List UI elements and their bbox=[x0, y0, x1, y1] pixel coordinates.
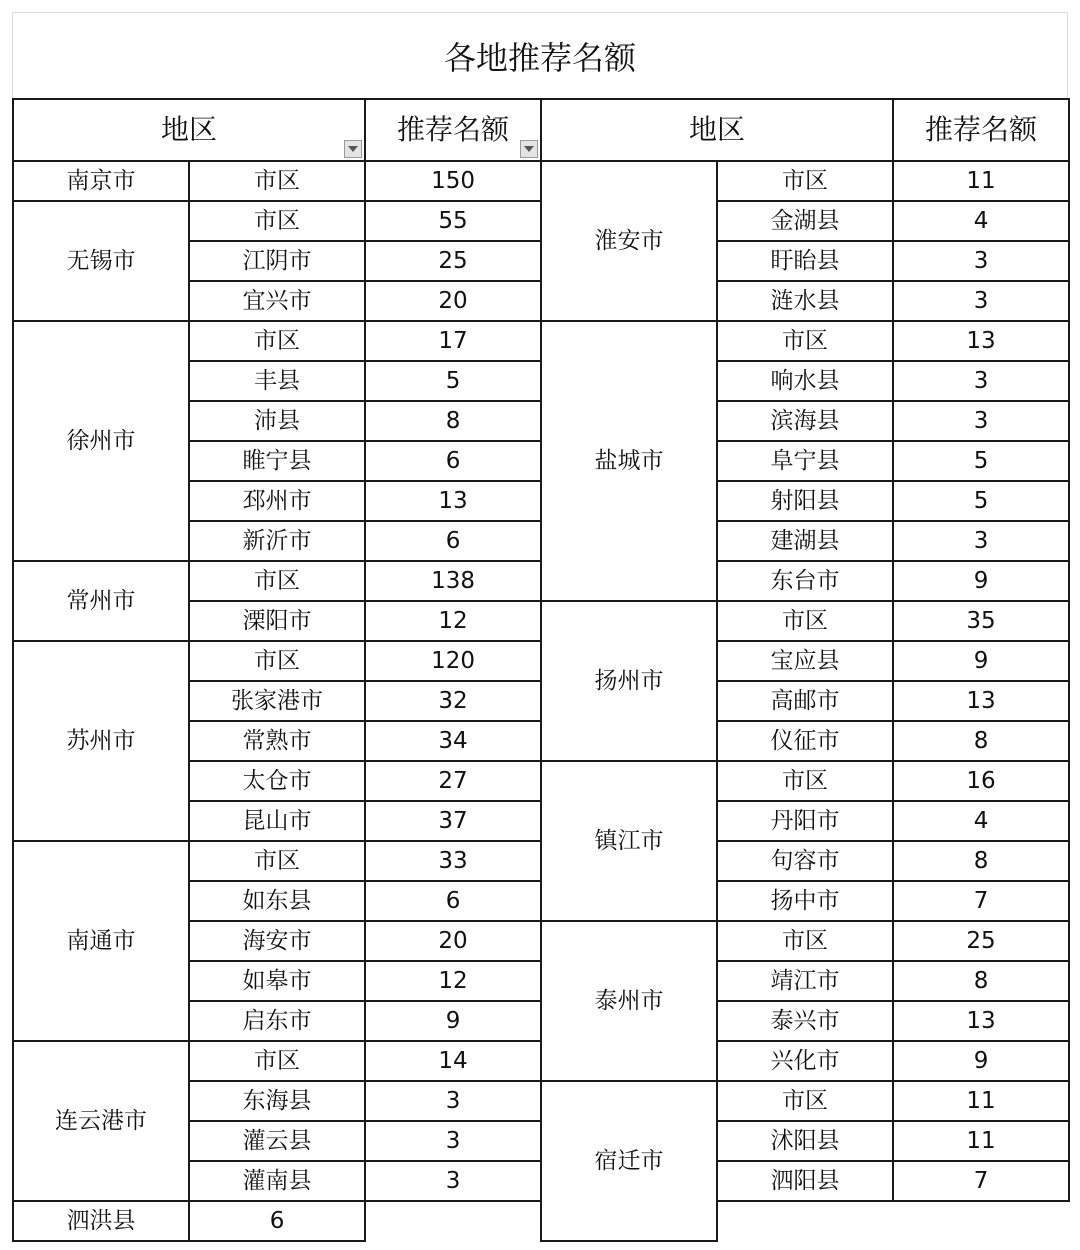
quota-cell: 13 bbox=[893, 321, 1069, 361]
quota-cell: 3 bbox=[893, 241, 1069, 281]
area-cell: 沭阳县 bbox=[717, 1121, 893, 1161]
quota-cell: 11 bbox=[893, 1121, 1069, 1161]
quota-cell: 17 bbox=[365, 321, 541, 361]
city-cell: 南京市 bbox=[13, 161, 189, 201]
quota-cell: 55 bbox=[365, 201, 541, 241]
quota-cell: 5 bbox=[893, 441, 1069, 481]
quota-cell: 5 bbox=[893, 481, 1069, 521]
area-cell: 滨海县 bbox=[717, 401, 893, 441]
filter-dropdown-button[interactable] bbox=[344, 140, 362, 158]
area-cell: 市区 bbox=[189, 561, 365, 601]
city-cell: 徐州市 bbox=[13, 321, 189, 561]
header-region-left bbox=[13, 99, 365, 161]
area-cell: 张家港市 bbox=[189, 681, 365, 721]
quota-cell: 120 bbox=[365, 641, 541, 681]
area-cell: 丹阳市 bbox=[717, 801, 893, 841]
city-cell: 宿迁市 bbox=[541, 1081, 717, 1241]
quota-cell: 13 bbox=[365, 481, 541, 521]
quota-cell: 6 bbox=[189, 1201, 365, 1241]
quota-cell: 3 bbox=[893, 361, 1069, 401]
area-cell: 启东市 bbox=[189, 1001, 365, 1041]
header-quota-right: 推荐名额 bbox=[893, 99, 1069, 161]
quota-cell: 4 bbox=[893, 801, 1069, 841]
chevron-down-icon bbox=[348, 146, 358, 152]
quota-cell: 3 bbox=[365, 1161, 541, 1201]
area-cell: 市区 bbox=[717, 1081, 893, 1121]
area-cell: 市区 bbox=[189, 321, 365, 361]
area-cell: 东海县 bbox=[189, 1081, 365, 1121]
quota-cell: 12 bbox=[365, 961, 541, 1001]
quota-cell: 20 bbox=[365, 281, 541, 321]
area-cell: 市区 bbox=[717, 601, 893, 641]
area-cell: 市区 bbox=[717, 161, 893, 201]
quota-cell: 35 bbox=[893, 601, 1069, 641]
spreadsheet bbox=[12, 12, 1068, 1248]
quota-cell: 32 bbox=[365, 681, 541, 721]
area-cell: 市区 bbox=[189, 161, 365, 201]
area-cell: 海安市 bbox=[189, 921, 365, 961]
quota-table bbox=[12, 98, 1070, 1242]
quota-cell: 5 bbox=[365, 361, 541, 401]
area-cell: 新沂市 bbox=[189, 521, 365, 561]
quota-cell: 8 bbox=[893, 721, 1069, 761]
quota-cell: 12 bbox=[365, 601, 541, 641]
city-cell: 扬州市 bbox=[541, 601, 717, 761]
area-cell: 句容市 bbox=[717, 841, 893, 881]
header-region-right: 地区 bbox=[541, 99, 893, 161]
quota-cell: 9 bbox=[893, 1041, 1069, 1081]
quota-cell: 3 bbox=[365, 1081, 541, 1121]
area-cell: 丰县 bbox=[189, 361, 365, 401]
quota-cell: 3 bbox=[365, 1121, 541, 1161]
area-cell: 泗阳县 bbox=[717, 1161, 893, 1201]
area-cell: 盱眙县 bbox=[717, 241, 893, 281]
header-row bbox=[13, 99, 1069, 161]
city-cell: 泰州市 bbox=[541, 921, 717, 1081]
area-cell: 东台市 bbox=[717, 561, 893, 601]
area-cell: 涟水县 bbox=[717, 281, 893, 321]
quota-cell: 3 bbox=[893, 401, 1069, 441]
area-cell: 市区 bbox=[717, 921, 893, 961]
filter-dropdown-button[interactable] bbox=[520, 140, 538, 158]
quota-cell: 9 bbox=[893, 641, 1069, 681]
city-cell: 常州市 bbox=[13, 561, 189, 641]
quota-cell: 9 bbox=[893, 561, 1069, 601]
area-cell: 高邮市 bbox=[717, 681, 893, 721]
area-cell: 宝应县 bbox=[717, 641, 893, 681]
quota-cell: 33 bbox=[365, 841, 541, 881]
quota-cell: 27 bbox=[365, 761, 541, 801]
quota-cell: 9 bbox=[365, 1001, 541, 1041]
quota-cell: 14 bbox=[365, 1041, 541, 1081]
quota-cell: 3 bbox=[893, 521, 1069, 561]
area-cell: 市区 bbox=[717, 321, 893, 361]
quota-cell: 150 bbox=[365, 161, 541, 201]
table-row bbox=[13, 161, 1069, 201]
quota-cell: 8 bbox=[893, 841, 1069, 881]
header-quota-left-label: 推荐名额 bbox=[397, 113, 510, 146]
quota-cell: 13 bbox=[893, 681, 1069, 721]
area-cell: 响水县 bbox=[717, 361, 893, 401]
quota-cell: 37 bbox=[365, 801, 541, 841]
area-cell: 沛县 bbox=[189, 401, 365, 441]
quota-cell: 8 bbox=[893, 961, 1069, 1001]
area-cell: 江阴市 bbox=[189, 241, 365, 281]
quota-cell: 20 bbox=[365, 921, 541, 961]
area-cell: 靖江市 bbox=[717, 961, 893, 1001]
quota-cell: 3 bbox=[893, 281, 1069, 321]
quota-table-body bbox=[13, 99, 1069, 1241]
area-cell: 市区 bbox=[189, 841, 365, 881]
area-cell: 金湖县 bbox=[717, 201, 893, 241]
quota-cell: 7 bbox=[893, 1161, 1069, 1201]
area-cell: 灌云县 bbox=[189, 1121, 365, 1161]
area-cell: 邳州市 bbox=[189, 481, 365, 521]
area-cell: 泰兴市 bbox=[717, 1001, 893, 1041]
area-cell: 射阳县 bbox=[717, 481, 893, 521]
quota-cell: 6 bbox=[365, 521, 541, 561]
area-cell: 如东县 bbox=[189, 881, 365, 921]
area-cell: 仪征市 bbox=[717, 721, 893, 761]
area-cell: 建湖县 bbox=[717, 521, 893, 561]
area-cell: 太仓市 bbox=[189, 761, 365, 801]
quota-cell: 11 bbox=[893, 161, 1069, 201]
header-region-left-label: 地区 bbox=[161, 113, 218, 146]
area-cell: 灌南县 bbox=[189, 1161, 365, 1201]
quota-cell: 25 bbox=[365, 241, 541, 281]
area-cell: 市区 bbox=[189, 641, 365, 681]
header-quota-left bbox=[365, 99, 541, 161]
area-cell: 溧阳市 bbox=[189, 601, 365, 641]
quota-cell: 7 bbox=[893, 881, 1069, 921]
city-cell: 连云港市 bbox=[13, 1041, 189, 1201]
city-cell: 淮安市 bbox=[541, 161, 717, 321]
quota-cell: 34 bbox=[365, 721, 541, 761]
chevron-down-icon bbox=[524, 146, 534, 152]
quota-cell: 25 bbox=[893, 921, 1069, 961]
area-cell: 市区 bbox=[189, 201, 365, 241]
quota-cell: 8 bbox=[365, 401, 541, 441]
area-cell: 市区 bbox=[717, 761, 893, 801]
table-row bbox=[13, 321, 1069, 361]
quota-cell: 6 bbox=[365, 441, 541, 481]
quota-cell: 4 bbox=[893, 201, 1069, 241]
city-cell: 盐城市 bbox=[541, 321, 717, 601]
quota-cell: 13 bbox=[893, 1001, 1069, 1041]
city-cell: 南通市 bbox=[13, 841, 189, 1041]
quota-cell: 11 bbox=[893, 1081, 1069, 1121]
area-cell: 如皋市 bbox=[189, 961, 365, 1001]
city-cell: 无锡市 bbox=[13, 201, 189, 321]
table-title: 各地推荐名额 bbox=[12, 12, 1068, 98]
quota-cell: 16 bbox=[893, 761, 1069, 801]
area-cell: 市区 bbox=[189, 1041, 365, 1081]
area-cell: 扬中市 bbox=[717, 881, 893, 921]
area-cell: 常熟市 bbox=[189, 721, 365, 761]
city-cell: 苏州市 bbox=[13, 641, 189, 841]
area-cell: 阜宁县 bbox=[717, 441, 893, 481]
area-cell: 昆山市 bbox=[189, 801, 365, 841]
quota-cell: 6 bbox=[365, 881, 541, 921]
area-cell: 睢宁县 bbox=[189, 441, 365, 481]
city-cell: 镇江市 bbox=[541, 761, 717, 921]
quota-cell: 138 bbox=[365, 561, 541, 601]
area-cell: 宜兴市 bbox=[189, 281, 365, 321]
area-cell: 泗洪县 bbox=[13, 1201, 189, 1241]
area-cell: 兴化市 bbox=[717, 1041, 893, 1081]
